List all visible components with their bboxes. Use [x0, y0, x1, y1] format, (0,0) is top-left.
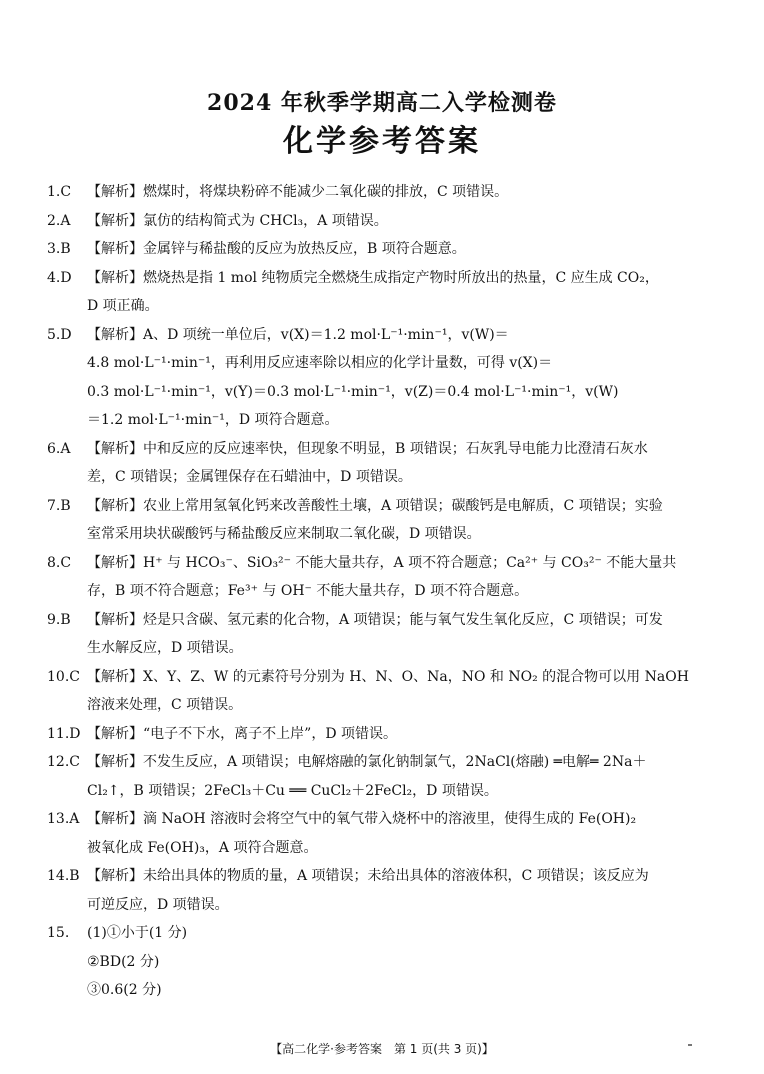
answer-number: 6.A [47, 440, 71, 457]
answer-number: 13.A [47, 811, 80, 827]
explanation-line: Cl₂↑，B 项错误；2FeCl₃＋Cu ══ CuCl₂＋2FeCl₂，D 项错误。 [87, 782, 498, 799]
answer-explanation [87, 720, 727, 749]
explanation-line: 0.3 mol·L⁻¹·min⁻¹，v(Y)＝0.3 mol·L⁻¹·min⁻¹，v(Z)＝0.4 mol·L⁻¹·min⁻¹，v(W) [87, 383, 619, 400]
answer-explanation [87, 805, 727, 862]
answer-item [47, 235, 727, 264]
answer-number: 2.A [47, 212, 71, 229]
explanation-line: D 项正确。 [87, 298, 159, 314]
answer-number: 14.B [47, 868, 80, 884]
answer-number: 11.D [47, 725, 81, 742]
explanation-line: 【解析】农业上常用氢氧化钙来改善酸性土壤，A 项错误；碳酸钙是电解质，C 项错误；实验 [87, 497, 663, 514]
explanation-line: 【解析】未给出具体的物质的量，A 项错误；未给出具体的溶液体积，C 项错误；该反应为 [87, 868, 649, 884]
answer-explanation [87, 178, 727, 207]
explanation-line: 【解析】A、D 项统一单位后，v(X)＝1.2 mol·L⁻¹·min⁻¹，v(W)＝ [87, 326, 509, 343]
explanation-line: 溶液来处理，C 项错误。 [87, 697, 243, 713]
answer-number: 1.C [47, 184, 72, 200]
answer-number: 5.D [47, 326, 72, 343]
explanation-line: 被氧化成 Fe(OH)₃，A 项符合题意。 [87, 839, 318, 856]
answer-number: 15. [47, 925, 70, 941]
answer-explanation [87, 748, 727, 805]
answer-item [47, 492, 727, 549]
explanation-line: 【解析】金属锌与稀盐酸的反应为放热反应，B 项符合题意。 [87, 241, 466, 257]
answer-item [47, 663, 727, 720]
explanation-line: 【解析】氯仿的结构简式为 CHCl₃，A 项错误。 [87, 212, 388, 229]
answer-item-15 [47, 919, 727, 1005]
answer-item [47, 606, 727, 663]
answer-explanation [87, 663, 727, 720]
explanation-line: 4.8 mol·L⁻¹·min⁻¹，再利用反应速率除以相应的化学计量数，可得 v(X)＝ [87, 355, 553, 371]
answer-explanation [87, 492, 727, 549]
answer-item [47, 178, 727, 207]
answer-item [47, 549, 727, 606]
explanation-line: 【解析】燃煤时，将煤块粉碎不能减少二氧化碳的排放，C 项错误。 [87, 184, 509, 200]
page-footer: 【高二化学·参考答案 第 1 页(共 3 页)】 [270, 1042, 494, 1056]
explanation-line: 【解析】燃烧热是指 1 mol 纯物质完全燃烧生成指定产物时所放出的热量，C 应生成 CO₂， [87, 269, 659, 286]
answer-number: 10.C [47, 668, 80, 685]
explanation-line: 【解析】H⁺ 与 HCO₃⁻、SiO₃²⁻ 不能大量共存，A 项不符合题意；Ca²⁺ 与 CO₃²⁻ 不能大量共 [87, 554, 677, 571]
answer-key-title: 化学参考答案 [283, 124, 481, 159]
explanation-line: 【解析】不发生反应，A 项错误；电解熔融的氯化钠制氯气，2NaCl(熔融) ═电解═ 2Na＋ [87, 754, 647, 770]
exam-title: 2024 年秋季学期高二入学检测卷 [207, 90, 557, 116]
answer-15-part-3: ③0.6(2 分) [87, 982, 162, 998]
answer-15-part-1: (1)①小于(1 分) [87, 925, 188, 941]
explanation-line: 【解析】“电子不下水，离子不上岸”，D 项错误。 [87, 725, 397, 742]
answer-explanation [87, 321, 727, 435]
explanation-line: 【解析】烃是只含碳、氢元素的化合物，A 项错误；能与氧气发生氧化反应，C 项错误；可发 [87, 611, 663, 628]
answer-number: 8.C [47, 554, 72, 571]
answer-item [47, 720, 727, 749]
answer-list [47, 178, 727, 1005]
explanation-line: 存，B 项不符合题意；Fe³⁺ 与 OH⁻ 不能大量共存，D 项不符合题意。 [87, 583, 529, 599]
answer-item [47, 862, 727, 919]
answer-explanation [87, 435, 727, 492]
explanation-line: 差，C 项错误；金属锂保存在石蜡油中，D 项错误。 [87, 469, 412, 485]
answer-item [47, 321, 727, 435]
explanation-line: 室常采用块状碳酸钙与稀盐酸反应来制取二氧化碳，D 项错误。 [87, 526, 481, 542]
answer-item [47, 264, 727, 321]
answer-number: 12.C [47, 754, 80, 770]
answer-explanation [87, 264, 727, 321]
answer-number: 4.D [47, 269, 72, 286]
answer-explanation [87, 549, 727, 606]
answer-explanation [87, 207, 727, 236]
explanation-line: 生水解反应，D 项错误。 [87, 640, 243, 656]
footer-mark [688, 1044, 692, 1046]
answer-15-part-2: ②BD(2 分) [87, 953, 160, 970]
explanation-line: ＝1.2 mol·L⁻¹·min⁻¹，D 项符合题意。 [87, 412, 339, 428]
answer-explanation [87, 606, 727, 663]
answer-explanation [87, 235, 727, 264]
answer-number: 9.B [47, 611, 71, 628]
explanation-line: 【解析】滴 NaOH 溶液时会将空气中的氧气带入烧杯中的溶液里，使得生成的 Fe(OH)₂ [87, 811, 637, 827]
answer-item [47, 435, 727, 492]
answer-explanation [87, 862, 727, 919]
explanation-line: 可逆反应，D 项错误。 [87, 896, 229, 913]
answer-item [47, 207, 727, 236]
answer-number: 7.B [47, 497, 71, 514]
answer-item [47, 748, 727, 805]
answer-number: 3.B [47, 241, 71, 257]
explanation-line: 【解析】中和反应的反应速率快，但现象不明显，B 项错误；石灰乳导电能力比澄清石灰水 [87, 440, 648, 457]
answer-items [47, 178, 727, 919]
explanation-line: 【解析】X、Y、Z、W 的元素符号分别为 H、N、O、Na，NO 和 NO₂ 的混合物可以用 NaOH [87, 668, 689, 685]
answer-item [47, 805, 727, 862]
